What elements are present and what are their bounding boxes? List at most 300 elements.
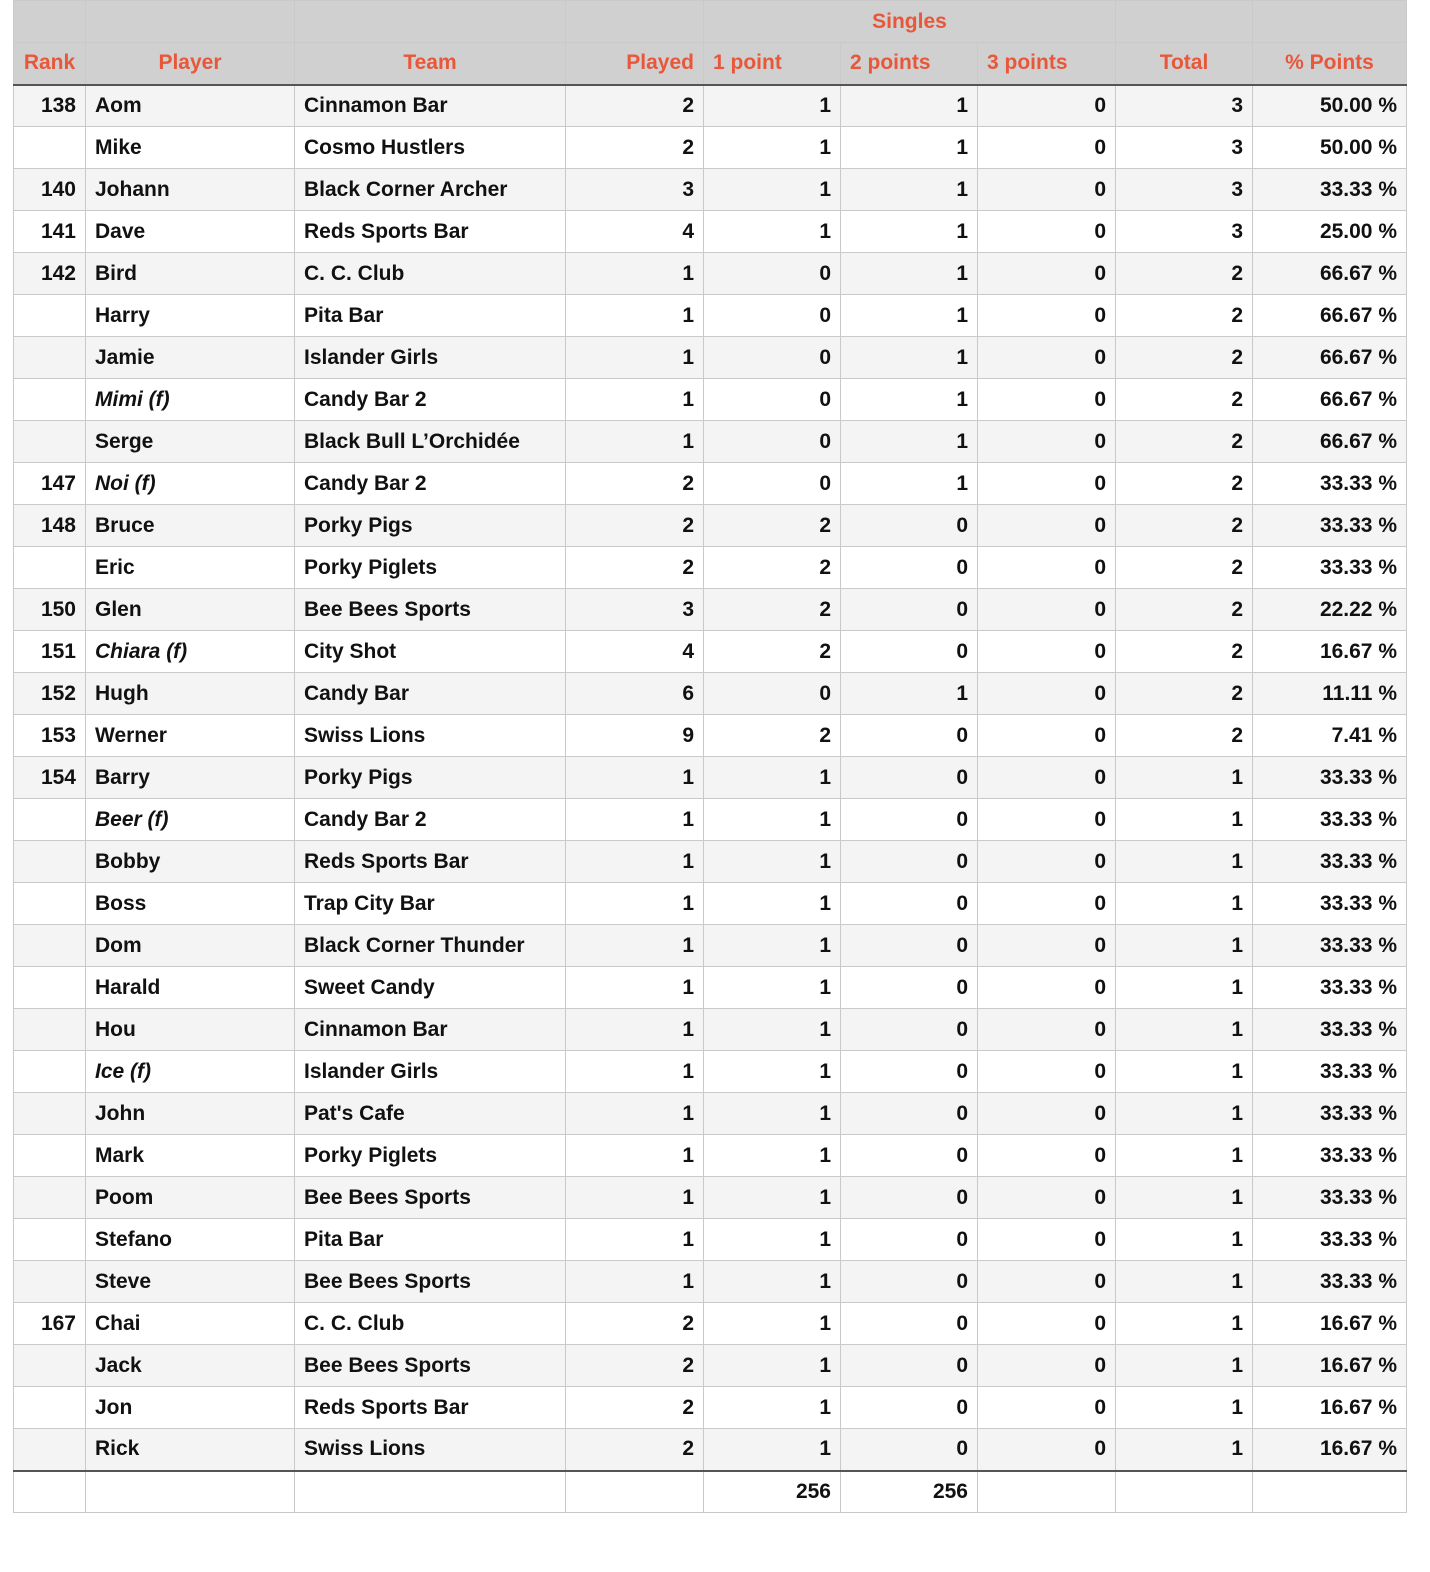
team-cell: Candy Bar 2: [295, 379, 566, 421]
played-cell: 2: [566, 547, 704, 589]
rank-cell: [14, 127, 86, 169]
rank-cell: 153: [14, 715, 86, 757]
rank-cell: 142: [14, 253, 86, 295]
total-cell: 2: [1116, 715, 1253, 757]
total-cell: 2: [1116, 253, 1253, 295]
two-points-cell: 1: [841, 295, 978, 337]
pct-points-cell: 66.67 %: [1253, 337, 1407, 379]
three-points-cell: 0: [978, 337, 1116, 379]
total-cell: 1: [1116, 1051, 1253, 1093]
three-points-cell: 0: [978, 211, 1116, 253]
total-cell: 1: [1116, 883, 1253, 925]
total-cell: 2: [1116, 295, 1253, 337]
table-row[interactable]: [14, 379, 1407, 421]
header-blank: [566, 1, 704, 43]
footer-blank: [1116, 1471, 1253, 1513]
one-point-cell: 1: [704, 1261, 841, 1303]
played-cell: 1: [566, 967, 704, 1009]
table-row[interactable]: [14, 463, 1407, 505]
rank-cell: [14, 1261, 86, 1303]
table-row[interactable]: [14, 883, 1407, 925]
team-cell: C. C. Club: [295, 253, 566, 295]
team-cell: Swiss Lions: [295, 715, 566, 757]
rank-cell: [14, 1429, 86, 1471]
played-cell: 2: [566, 505, 704, 547]
table-row[interactable]: [14, 1303, 1407, 1345]
one-point-cell: 1: [704, 883, 841, 925]
player-cell: Jamie: [86, 337, 295, 379]
three-points-cell: 0: [978, 1219, 1116, 1261]
player-cell: Mike: [86, 127, 295, 169]
total-cell: 1: [1116, 1387, 1253, 1429]
three-points-cell: 0: [978, 1051, 1116, 1093]
three-points-cell: 0: [978, 1429, 1116, 1471]
played-cell: 2: [566, 1345, 704, 1387]
table-row[interactable]: [14, 757, 1407, 799]
played-cell: 1: [566, 1093, 704, 1135]
pct-points-cell: 33.33 %: [1253, 1261, 1407, 1303]
team-cell: Bee Bees Sports: [295, 589, 566, 631]
team-cell: Pat's Cafe: [295, 1093, 566, 1135]
team-cell: Cosmo Hustlers: [295, 127, 566, 169]
three-points-cell: 0: [978, 547, 1116, 589]
one-point-cell: 2: [704, 505, 841, 547]
player-cell: Rick: [86, 1429, 295, 1471]
col-header-3-points[interactable]: 3 points: [978, 43, 1116, 85]
table-row[interactable]: [14, 631, 1407, 673]
rank-cell: [14, 547, 86, 589]
pct-points-cell: 16.67 %: [1253, 1303, 1407, 1345]
totals-row: [14, 1471, 1407, 1513]
player-cell: Aom: [86, 85, 295, 127]
table-row[interactable]: [14, 799, 1407, 841]
two-points-cell: 0: [841, 715, 978, 757]
one-point-cell: 1: [704, 1051, 841, 1093]
played-cell: 1: [566, 1051, 704, 1093]
two-points-cell: 0: [841, 841, 978, 883]
team-cell: Black Corner Thunder: [295, 925, 566, 967]
two-points-cell: 0: [841, 589, 978, 631]
player-cell: Boss: [86, 883, 295, 925]
player-cell: Poom: [86, 1177, 295, 1219]
three-points-cell: 0: [978, 1387, 1116, 1429]
three-points-cell: 0: [978, 673, 1116, 715]
total-cell: 2: [1116, 589, 1253, 631]
table-row[interactable]: [14, 1219, 1407, 1261]
total-cell: 1: [1116, 1009, 1253, 1051]
two-points-cell: 0: [841, 1219, 978, 1261]
three-points-cell: 0: [978, 1093, 1116, 1135]
player-cell: Jon: [86, 1387, 295, 1429]
table-row[interactable]: [14, 547, 1407, 589]
one-point-cell: 1: [704, 169, 841, 211]
two-points-cell: 0: [841, 1051, 978, 1093]
three-points-cell: 0: [978, 925, 1116, 967]
three-points-cell: 0: [978, 421, 1116, 463]
played-cell: 1: [566, 379, 704, 421]
one-point-cell: 1: [704, 841, 841, 883]
table-row[interactable]: [14, 127, 1407, 169]
pct-points-cell: 33.33 %: [1253, 547, 1407, 589]
pct-points-cell: 25.00 %: [1253, 211, 1407, 253]
player-cell: Barry: [86, 757, 295, 799]
rank-cell: [14, 295, 86, 337]
three-points-cell: 0: [978, 379, 1116, 421]
col-header-team[interactable]: Team: [295, 43, 566, 85]
pct-points-cell: 33.33 %: [1253, 169, 1407, 211]
three-points-cell: 0: [978, 799, 1116, 841]
played-cell: 1: [566, 1219, 704, 1261]
total-cell: 1: [1116, 925, 1253, 967]
team-cell: C. C. Club: [295, 1303, 566, 1345]
one-point-cell: 2: [704, 631, 841, 673]
one-point-cell: 1: [704, 1429, 841, 1471]
player-cell: Dom: [86, 925, 295, 967]
rank-cell: [14, 841, 86, 883]
table-row[interactable]: [14, 1135, 1407, 1177]
total-cell: 1: [1116, 1135, 1253, 1177]
team-cell: Pita Bar: [295, 295, 566, 337]
one-point-cell: 1: [704, 925, 841, 967]
pct-points-cell: 33.33 %: [1253, 1135, 1407, 1177]
player-cell: Jack: [86, 1345, 295, 1387]
two-points-cell: 0: [841, 1429, 978, 1471]
rank-cell: 154: [14, 757, 86, 799]
one-point-cell: 1: [704, 799, 841, 841]
played-cell: 3: [566, 589, 704, 631]
pct-points-cell: 16.67 %: [1253, 1429, 1407, 1471]
pct-points-cell: 66.67 %: [1253, 379, 1407, 421]
table-row[interactable]: [14, 253, 1407, 295]
player-cell: Glen: [86, 589, 295, 631]
pct-points-cell: 16.67 %: [1253, 1345, 1407, 1387]
table-row[interactable]: [14, 211, 1407, 253]
pct-points-cell: 16.67 %: [1253, 631, 1407, 673]
player-cell: Werner: [86, 715, 295, 757]
footer-blank: [86, 1471, 295, 1513]
one-point-cell: 1: [704, 1009, 841, 1051]
total-cell: 1: [1116, 1429, 1253, 1471]
two-points-sum: 256: [841, 1471, 978, 1513]
player-cell: Mark: [86, 1135, 295, 1177]
total-cell: 1: [1116, 799, 1253, 841]
one-point-cell: 1: [704, 127, 841, 169]
player-cell: Johann: [86, 169, 295, 211]
pct-points-cell: 33.33 %: [1253, 967, 1407, 1009]
pct-points-cell: 7.41 %: [1253, 715, 1407, 757]
two-points-cell: 0: [841, 505, 978, 547]
three-points-cell: 0: [978, 589, 1116, 631]
team-cell: Porky Piglets: [295, 547, 566, 589]
two-points-cell: 0: [841, 1009, 978, 1051]
played-cell: 1: [566, 295, 704, 337]
table-row[interactable]: [14, 505, 1407, 547]
two-points-cell: 0: [841, 1093, 978, 1135]
played-cell: 4: [566, 631, 704, 673]
col-header-pct-points[interactable]: % Points: [1253, 43, 1407, 85]
one-point-cell: 0: [704, 295, 841, 337]
two-points-cell: 0: [841, 1261, 978, 1303]
one-point-cell: 0: [704, 253, 841, 295]
three-points-cell: 0: [978, 1261, 1116, 1303]
played-cell: 3: [566, 169, 704, 211]
table-row[interactable]: [14, 715, 1407, 757]
pct-points-cell: 33.33 %: [1253, 841, 1407, 883]
team-cell: Islander Girls: [295, 337, 566, 379]
team-cell: Cinnamon Bar: [295, 1009, 566, 1051]
pct-points-cell: 33.33 %: [1253, 799, 1407, 841]
played-cell: 1: [566, 253, 704, 295]
rank-cell: [14, 1009, 86, 1051]
player-cell: Hou: [86, 1009, 295, 1051]
two-points-cell: 0: [841, 547, 978, 589]
team-cell: Black Bull L’Orchidée: [295, 421, 566, 463]
one-point-cell: 2: [704, 715, 841, 757]
two-points-cell: 1: [841, 379, 978, 421]
team-cell: Candy Bar 2: [295, 799, 566, 841]
pct-points-cell: 66.67 %: [1253, 421, 1407, 463]
rank-cell: 147: [14, 463, 86, 505]
player-cell: Bruce: [86, 505, 295, 547]
total-cell: 1: [1116, 1177, 1253, 1219]
pct-points-cell: 33.33 %: [1253, 463, 1407, 505]
total-cell: 1: [1116, 1303, 1253, 1345]
total-cell: 2: [1116, 337, 1253, 379]
two-points-cell: 0: [841, 799, 978, 841]
rank-cell: 151: [14, 631, 86, 673]
two-points-cell: 0: [841, 1303, 978, 1345]
three-points-cell: 0: [978, 505, 1116, 547]
one-point-cell: 0: [704, 337, 841, 379]
three-points-cell: 0: [978, 169, 1116, 211]
table-row[interactable]: [14, 967, 1407, 1009]
one-point-cell: 1: [704, 211, 841, 253]
rank-cell: 150: [14, 589, 86, 631]
total-cell: 1: [1116, 757, 1253, 799]
rank-cell: 140: [14, 169, 86, 211]
one-point-cell: 1: [704, 757, 841, 799]
total-cell: 2: [1116, 463, 1253, 505]
table-row[interactable]: [14, 841, 1407, 883]
pct-points-cell: 50.00 %: [1253, 85, 1407, 127]
rank-cell: [14, 1093, 86, 1135]
two-points-cell: 1: [841, 127, 978, 169]
rank-cell: 152: [14, 673, 86, 715]
three-points-cell: 0: [978, 883, 1116, 925]
group-header-row: [14, 1, 1407, 43]
pct-points-cell: 22.22 %: [1253, 589, 1407, 631]
total-cell: 1: [1116, 1093, 1253, 1135]
two-points-cell: 0: [841, 757, 978, 799]
total-cell: 2: [1116, 631, 1253, 673]
table-row[interactable]: [14, 421, 1407, 463]
rank-cell: [14, 1219, 86, 1261]
team-cell: Sweet Candy: [295, 967, 566, 1009]
table-row[interactable]: [14, 1261, 1407, 1303]
table-row[interactable]: [14, 1009, 1407, 1051]
two-points-cell: 1: [841, 673, 978, 715]
two-points-cell: 0: [841, 1387, 978, 1429]
total-cell: 1: [1116, 1345, 1253, 1387]
rank-cell: [14, 1387, 86, 1429]
pct-points-cell: 33.33 %: [1253, 757, 1407, 799]
team-cell: Black Corner Archer: [295, 169, 566, 211]
rank-cell: [14, 1135, 86, 1177]
rank-cell: [14, 379, 86, 421]
player-cell: Beer (f): [86, 799, 295, 841]
three-points-cell: 0: [978, 85, 1116, 127]
one-point-cell: 1: [704, 1345, 841, 1387]
player-cell: Ice (f): [86, 1051, 295, 1093]
footer-blank: [14, 1471, 86, 1513]
pct-points-cell: 33.33 %: [1253, 1093, 1407, 1135]
two-points-cell: 0: [841, 925, 978, 967]
played-cell: 4: [566, 211, 704, 253]
table-row[interactable]: [14, 295, 1407, 337]
played-cell: 1: [566, 337, 704, 379]
table-row[interactable]: [14, 1387, 1407, 1429]
two-points-cell: 1: [841, 169, 978, 211]
singles-group-header: Singles: [704, 1, 1116, 43]
three-points-cell: 0: [978, 631, 1116, 673]
rank-cell: [14, 799, 86, 841]
total-cell: 1: [1116, 1219, 1253, 1261]
header-blank: [1253, 1, 1407, 43]
team-cell: Porky Pigs: [295, 505, 566, 547]
three-points-cell: 0: [978, 253, 1116, 295]
played-cell: 2: [566, 85, 704, 127]
rank-cell: [14, 925, 86, 967]
rank-cell: 138: [14, 85, 86, 127]
team-cell: Islander Girls: [295, 1051, 566, 1093]
one-point-cell: 2: [704, 589, 841, 631]
table-row[interactable]: [14, 673, 1407, 715]
team-cell: Trap City Bar: [295, 883, 566, 925]
col-header-rank[interactable]: Rank: [14, 43, 86, 85]
team-cell: Reds Sports Bar: [295, 1387, 566, 1429]
three-points-cell: 0: [978, 1009, 1116, 1051]
player-cell: Stefano: [86, 1219, 295, 1261]
three-points-cell: 0: [978, 463, 1116, 505]
player-cell: Chai: [86, 1303, 295, 1345]
played-cell: 1: [566, 421, 704, 463]
pct-points-cell: 33.33 %: [1253, 1051, 1407, 1093]
two-points-cell: 0: [841, 1135, 978, 1177]
rank-cell: 167: [14, 1303, 86, 1345]
one-point-cell: 1: [704, 967, 841, 1009]
two-points-cell: 1: [841, 421, 978, 463]
player-cell: Eric: [86, 547, 295, 589]
team-cell: Porky Pigs: [295, 757, 566, 799]
played-cell: 1: [566, 925, 704, 967]
three-points-cell: 0: [978, 757, 1116, 799]
total-cell: 2: [1116, 421, 1253, 463]
table-row[interactable]: [14, 337, 1407, 379]
played-cell: 2: [566, 1387, 704, 1429]
total-cell: 3: [1116, 85, 1253, 127]
pct-points-cell: 33.33 %: [1253, 1009, 1407, 1051]
table-row[interactable]: [14, 1429, 1407, 1471]
played-cell: 9: [566, 715, 704, 757]
table-row[interactable]: [14, 169, 1407, 211]
col-header-player[interactable]: Player: [86, 43, 295, 85]
three-points-cell: 0: [978, 1177, 1116, 1219]
table-row[interactable]: [14, 85, 1407, 127]
header-blank: [14, 1, 86, 43]
header-blank: [295, 1, 566, 43]
rank-cell: [14, 967, 86, 1009]
one-point-cell: 1: [704, 1177, 841, 1219]
table-row[interactable]: [14, 1093, 1407, 1135]
played-cell: 1: [566, 799, 704, 841]
pct-points-cell: 33.33 %: [1253, 883, 1407, 925]
played-cell: 2: [566, 1303, 704, 1345]
one-point-cell: 1: [704, 1303, 841, 1345]
one-point-sum: 256: [704, 1471, 841, 1513]
header-blank: [86, 1, 295, 43]
table-row[interactable]: [14, 1051, 1407, 1093]
played-cell: 1: [566, 1135, 704, 1177]
two-points-cell: 0: [841, 1345, 978, 1387]
column-header-row: [14, 43, 1407, 85]
footer-blank: [978, 1471, 1116, 1513]
player-cell: Chiara (f): [86, 631, 295, 673]
total-cell: 1: [1116, 967, 1253, 1009]
table-row[interactable]: [14, 1345, 1407, 1387]
played-cell: 2: [566, 1429, 704, 1471]
one-point-cell: 0: [704, 463, 841, 505]
three-points-cell: 0: [978, 715, 1116, 757]
team-cell: Bee Bees Sports: [295, 1261, 566, 1303]
three-points-cell: 0: [978, 1303, 1116, 1345]
three-points-cell: 0: [978, 841, 1116, 883]
played-cell: 1: [566, 1009, 704, 1051]
header-blank: [1116, 1, 1253, 43]
one-point-cell: 1: [704, 1135, 841, 1177]
player-cell: Steve: [86, 1261, 295, 1303]
three-points-cell: 0: [978, 967, 1116, 1009]
team-cell: Cinnamon Bar: [295, 85, 566, 127]
col-header-2-points[interactable]: 2 points: [841, 43, 978, 85]
three-points-cell: 0: [978, 1135, 1116, 1177]
table-row[interactable]: [14, 1177, 1407, 1219]
two-points-cell: 1: [841, 253, 978, 295]
footer-blank: [566, 1471, 704, 1513]
total-cell: 2: [1116, 379, 1253, 421]
team-cell: Reds Sports Bar: [295, 211, 566, 253]
table-row[interactable]: [14, 589, 1407, 631]
player-cell: Harald: [86, 967, 295, 1009]
three-points-cell: 0: [978, 295, 1116, 337]
pct-points-cell: 33.33 %: [1253, 925, 1407, 967]
player-cell: John: [86, 1093, 295, 1135]
team-cell: Candy Bar: [295, 673, 566, 715]
pct-points-cell: 33.33 %: [1253, 505, 1407, 547]
total-cell: 3: [1116, 169, 1253, 211]
two-points-cell: 0: [841, 883, 978, 925]
col-header-total[interactable]: Total: [1116, 43, 1253, 85]
total-cell: 3: [1116, 127, 1253, 169]
table-row[interactable]: [14, 925, 1407, 967]
col-header-played[interactable]: Played: [566, 43, 704, 85]
total-cell: 2: [1116, 673, 1253, 715]
played-cell: 2: [566, 127, 704, 169]
two-points-cell: 1: [841, 85, 978, 127]
rank-cell: [14, 1345, 86, 1387]
rank-cell: [14, 883, 86, 925]
played-cell: 1: [566, 841, 704, 883]
col-header-1-point[interactable]: 1 point: [704, 43, 841, 85]
